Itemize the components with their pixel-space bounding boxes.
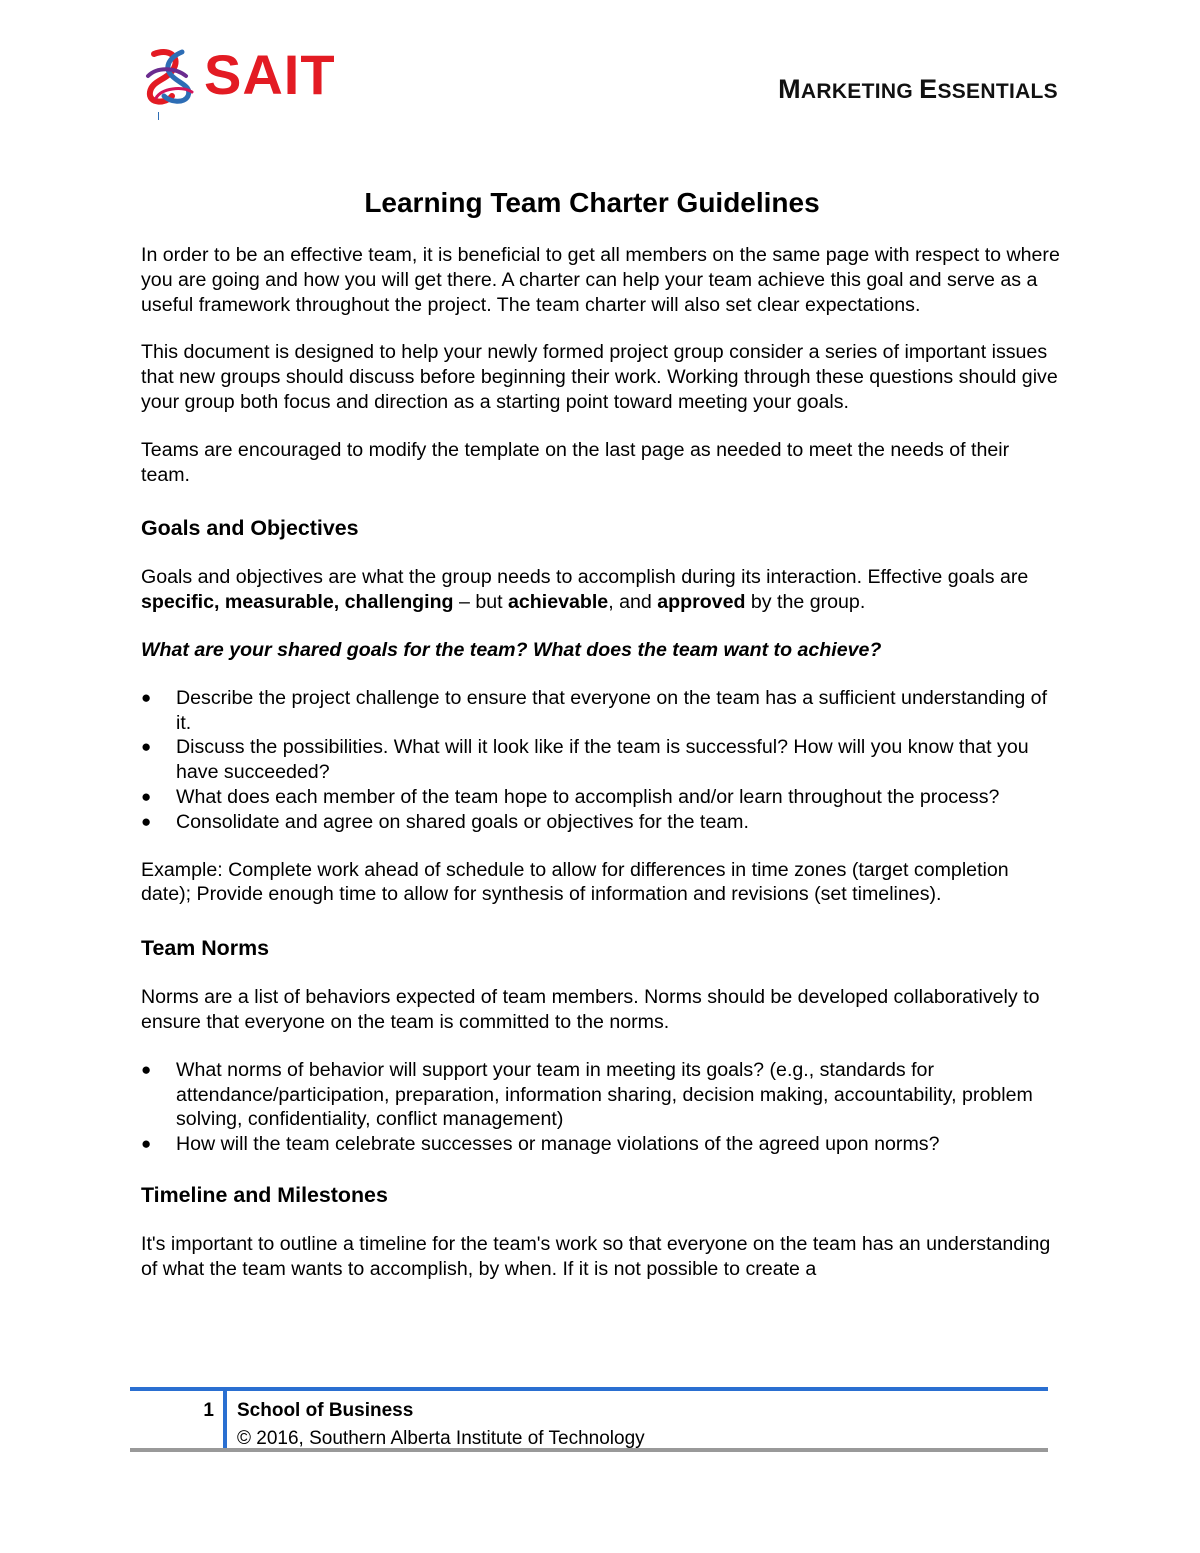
goals-text-end: by the group. — [745, 591, 866, 614]
goals-bold-specific: specific, measurable, challenging — [141, 591, 454, 614]
logo-wordmark: SAIT — [204, 43, 336, 106]
course-title-initial-2: E — [919, 74, 938, 104]
list-item — [141, 785, 1061, 810]
document-title: Learning Team Charter Guidelines — [364, 187, 820, 218]
footer-school: School of Business — [237, 1400, 414, 1421]
list-item-text: How will the team celebrate successes or manage violations of the agreed upon norms? — [176, 1133, 940, 1156]
list-item-text: What norms of behavior will support your team in meeting its goals? (e.g., standards for attendance/participation, preparation, information sharing, decision making, accountability, problem solving, confidentiality, conflict management) — [176, 1058, 1033, 1131]
goals-text-mid1: – but — [453, 591, 508, 614]
intro-paragraph-2: This document is designed to help your newly formed project group consider a series of important issues that new groups should discuss before beginning their work. Working through these questions should give your group both focus and direction as a starting point toward meeting your goals. — [141, 341, 1058, 413]
footer-divider — [223, 1391, 227, 1450]
bullet-icon: ● — [141, 687, 152, 707]
bullet-icon: ● — [141, 786, 152, 806]
list-item — [141, 810, 1061, 835]
sait-logo — [142, 44, 342, 124]
bullet-icon: ● — [141, 737, 152, 757]
goals-question: What are your shared goals for the team? What does the team want to achieve? — [141, 638, 882, 661]
list-item — [141, 1132, 1061, 1157]
page-number: 1 — [203, 1400, 214, 1421]
list-item — [141, 735, 1061, 785]
course-title-initial-1: M — [778, 74, 801, 104]
course-title-rest-1: ARKETING — [800, 80, 913, 103]
list-item-text: Describe the project challenge to ensure that everyone on the team has a sufficient understanding of it. — [176, 686, 1048, 734]
list-item-text: Discuss the possibilities. What will it look like if the team is successful? How will you know that you have succeeded? — [176, 736, 1029, 784]
norms-paragraph: Norms are a list of behaviors expected of team members. Norms should be developed collaboratively to ensure that everyone on the team is committed to the norms. — [141, 986, 1040, 1033]
goals-bold-approved: approved — [657, 591, 746, 614]
list-item — [141, 1058, 1061, 1132]
goals-paragraph — [141, 565, 1061, 615]
intro-paragraph-3: Teams are encouraged to modify the template on the last page as needed to meet the needs of their team. — [141, 438, 1010, 486]
goals-text-start: Goals and objectives are what the group needs to accomplish during its interaction. Effective goals are — [141, 566, 1029, 589]
bullet-icon: ● — [141, 811, 152, 831]
goals-heading: Goals and Objectives — [141, 516, 359, 541]
list-item-text: What does each member of the team hope to accomplish and/or learn throughout the process? — [176, 785, 1000, 808]
footer-top-rule — [130, 1387, 1048, 1391]
timeline-heading: Timeline and Milestones — [141, 1182, 388, 1207]
footer-copyright: © 2016, Southern Alberta Institute of Technology — [237, 1428, 645, 1449]
goals-text-mid2: , and — [608, 591, 658, 614]
list-item-text: Consolidate and agree on shared goals or objectives for the team. — [176, 810, 749, 833]
course-title-rest-2: SSENTIALS — [937, 80, 1058, 103]
norms-list — [141, 1058, 1061, 1157]
bullet-icon: ● — [141, 1059, 152, 1079]
timeline-paragraph: It's important to outline a timeline for the team's work so that everyone on the team has an understanding of what the team wants to accomplish, by when. If it is not possible to create a — [141, 1232, 1051, 1280]
document-body — [141, 183, 1061, 1305]
bullet-icon: ● — [141, 1134, 152, 1154]
goals-bold-achievable: achievable — [508, 591, 609, 614]
norms-heading: Team Norms — [141, 936, 269, 961]
intro-paragraph-1: In order to be an effective team, it is beneficial to get all members on the same page with respect to where you are going and how you will get there. A charter can help your team achieve this goal and serve as a useful framework throughout the project. The team charter will also set clear expectations. — [141, 244, 1060, 316]
course-title — [778, 74, 1058, 105]
sait-logo-mark-icon — [142, 46, 202, 106]
logo-tick-mark — [158, 112, 159, 120]
goals-list — [141, 686, 1061, 835]
list-item — [141, 686, 1061, 736]
goals-example: Example: Complete work ahead of schedule to allow for differences in time zones (target completion date); Provide enough time to allow for synthesis of information and revisions (set timelines). — [141, 858, 1009, 906]
